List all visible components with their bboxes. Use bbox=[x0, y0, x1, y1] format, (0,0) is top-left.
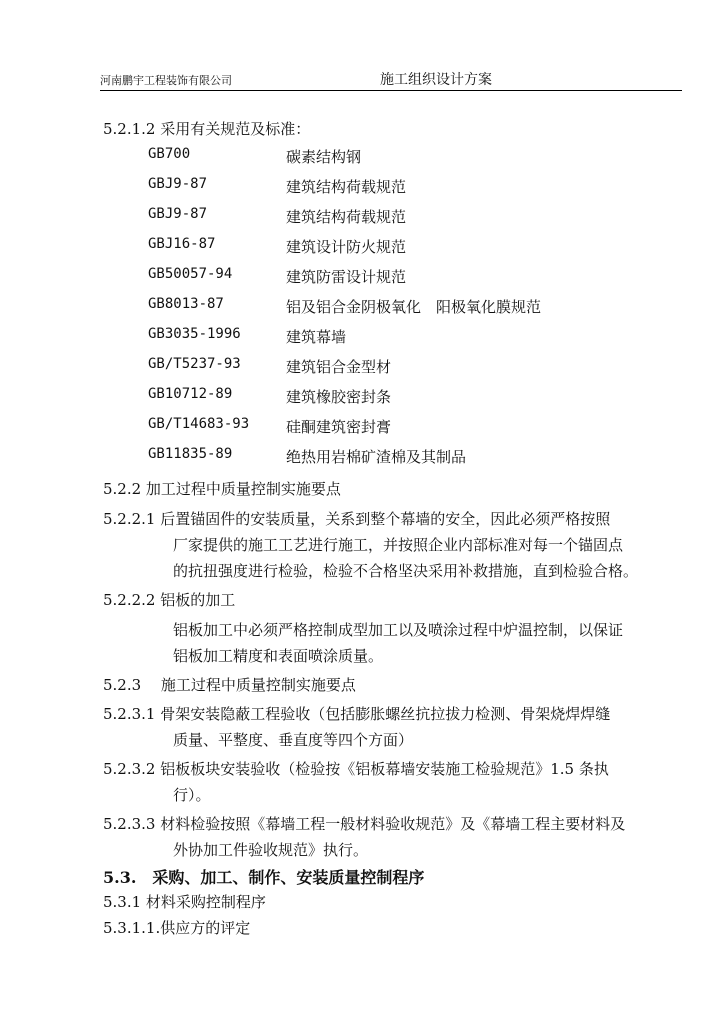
standard-code: GB50057-94 bbox=[148, 266, 233, 282]
section-heading-bold: 5.3. 采购、加工、制作、安装质量控制程序 bbox=[103, 868, 425, 887]
standard-name: 铝及铝合金阴极氧化 阳极氧化膜规范 bbox=[286, 298, 542, 316]
standard-code: GB/T14683-93 bbox=[148, 416, 250, 432]
paragraph-line: 行）。 bbox=[173, 786, 211, 804]
paragraph-line: 质量、平整度、垂直度等四个方面） bbox=[173, 731, 414, 749]
standard-code: GB10712-89 bbox=[148, 386, 233, 402]
standard-name: 碳素结构钢 bbox=[286, 148, 362, 166]
standard-code: GB/T5237-93 bbox=[148, 356, 241, 372]
page-header bbox=[100, 70, 682, 91]
standard-code: GBJ9-87 bbox=[148, 176, 208, 192]
standard-code: GB700 bbox=[148, 146, 191, 162]
standard-name: 建筑结构荷载规范 bbox=[286, 208, 407, 226]
standard-name: 建筑结构荷载规范 bbox=[286, 178, 407, 196]
standard-code: GB3035-1996 bbox=[148, 326, 241, 342]
company-name: 河南鹏宇工程装饰有限公司 bbox=[100, 74, 232, 87]
standard-code: GB8013-87 bbox=[148, 296, 224, 312]
standard-name: 硅酮建筑密封膏 bbox=[286, 418, 392, 436]
standard-name: 绝热用岩棉矿渣棉及其制品 bbox=[286, 448, 467, 466]
standard-name: 建筑幕墙 bbox=[286, 328, 347, 346]
section-heading: 5.2.2.2 铝板的加工 bbox=[103, 591, 236, 609]
standard-name: 建筑橡胶密封条 bbox=[286, 388, 392, 406]
paragraph-line: 铝板加工中必须严格控制成型加工以及喷涂过程中炉温控制，以保证 bbox=[173, 621, 624, 639]
standard-code: GBJ16-87 bbox=[148, 236, 216, 252]
standard-name: 建筑铝合金型材 bbox=[286, 358, 392, 376]
paragraph-line: 5.2.2.1 后置锚固件的安装质量，关系到整个幕墙的安全，因此必须严格按照 bbox=[103, 510, 611, 528]
standard-code: GBJ9-87 bbox=[148, 206, 208, 222]
standard-code: GB11835-89 bbox=[148, 446, 233, 462]
paragraph-line: 5.2.3.1 骨架安装隐蔽工程验收（包括膨胀螺丝抗拉拔力检测、骨架烧焊焊缝 bbox=[103, 705, 611, 723]
document-title: 施工组织设计方案 bbox=[380, 72, 492, 88]
standard-name: 建筑防雷设计规范 bbox=[286, 268, 407, 286]
paragraph-line: 厂家提供的施工工艺进行施工，并按照企业内部标准对每一个锚固点 bbox=[173, 536, 624, 554]
section-heading: 5.2.2 加工过程中质量控制实施要点 bbox=[103, 480, 341, 498]
paragraph-line: 5.2.3.2 铝板板块安装验收（检验按《铝板幕墙安装施工检验规范》1.5 条执 bbox=[103, 760, 609, 778]
paragraph-line: 外协加工件验收规范》执行。 bbox=[173, 841, 369, 859]
section-heading: 5.3.1 材料采购控制程序 bbox=[103, 893, 266, 911]
paragraph-line: 5.2.3.3 材料检验按照《幕墙工程一般材料验收规范》及《幕墙工程主要材料及 bbox=[103, 815, 626, 833]
section-heading: 5.3.1.1.供应方的评定 bbox=[103, 919, 251, 937]
section-heading: 5.2.3 施工过程中质量控制实施要点 bbox=[103, 676, 356, 694]
section-heading: 5.2.1.2 采用有关规范及标准： bbox=[103, 120, 311, 138]
standard-name: 建筑设计防火规范 bbox=[286, 238, 407, 256]
paragraph-line: 的抗扭强度进行检验，检验不合格坚决采用补救措施，直到检验合格。 bbox=[173, 562, 639, 580]
paragraph-line: 铝板加工精度和表面喷涂质量。 bbox=[173, 647, 384, 665]
